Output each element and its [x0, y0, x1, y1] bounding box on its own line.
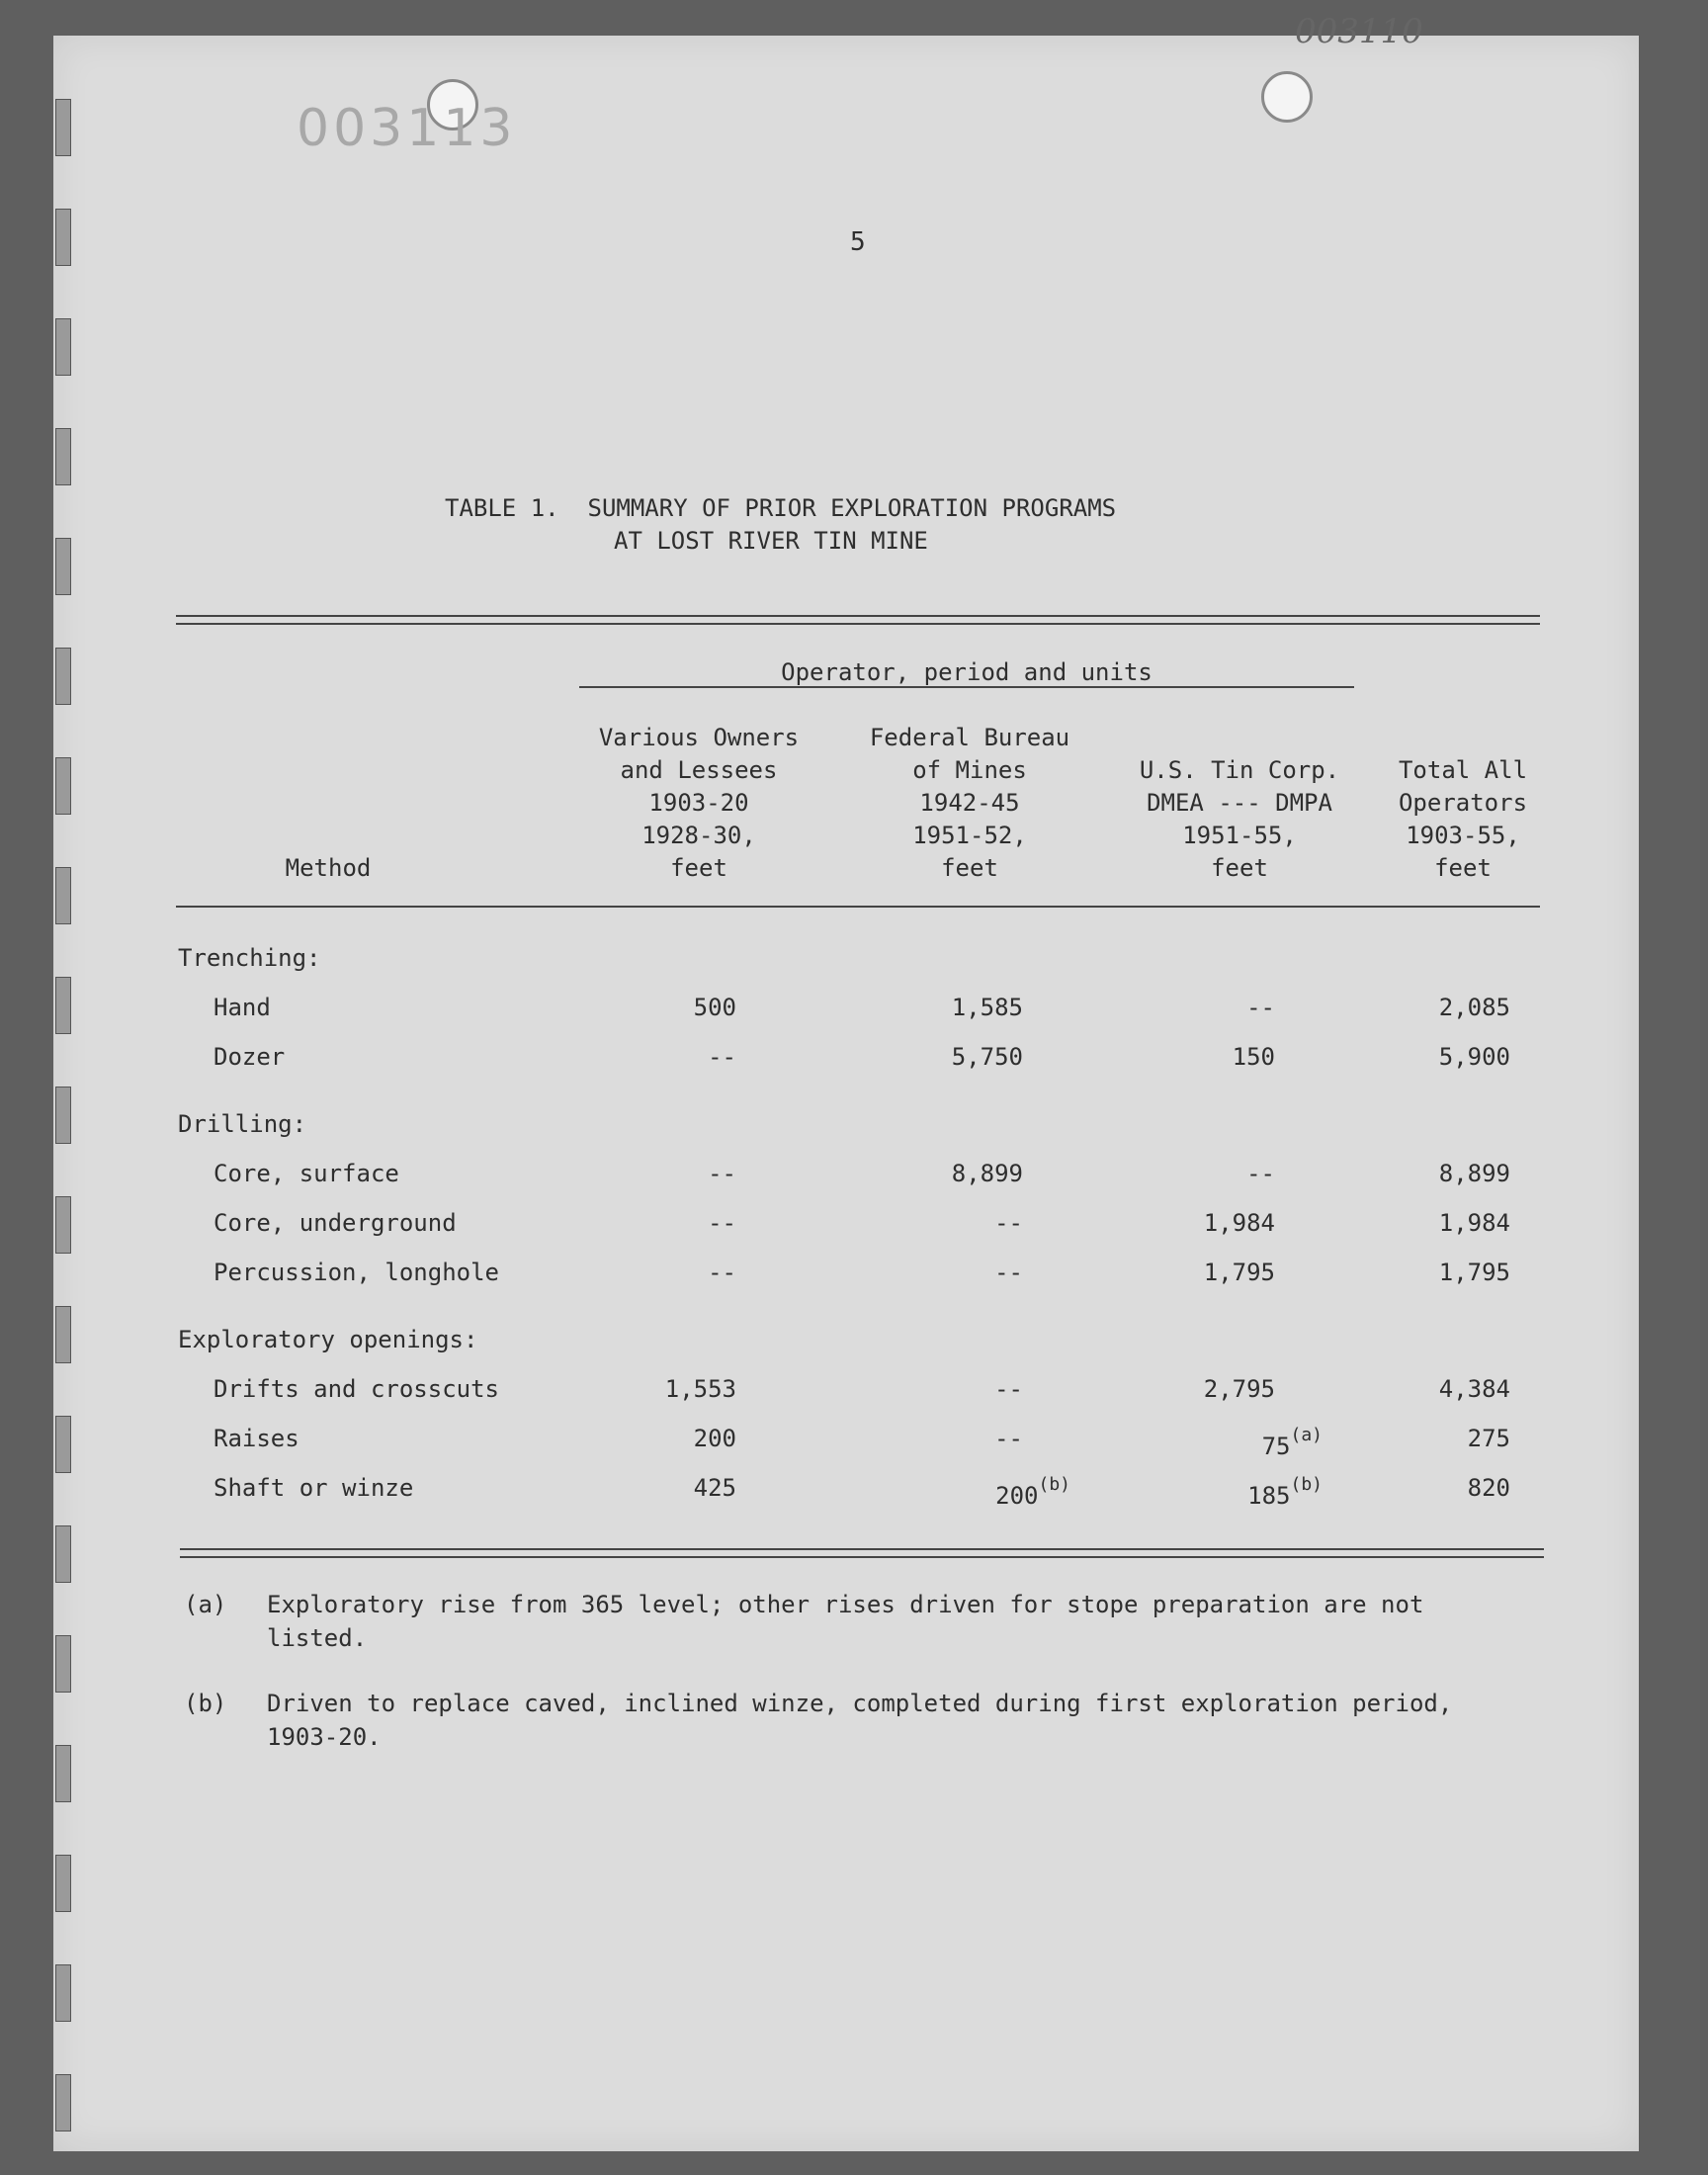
- table-cell: [1077, 1375, 1275, 1403]
- faded-stamp-top-left: 003113: [297, 99, 517, 158]
- footnote-marker: (a): [1290, 1425, 1323, 1445]
- cell-value: 1,795: [1203, 1259, 1275, 1286]
- column-header-line: feet: [1434, 854, 1492, 882]
- table-cell: [539, 994, 736, 1021]
- table-cell: [825, 1259, 1023, 1286]
- table-top-rule-1: [176, 615, 1540, 617]
- binding-tab: [55, 1745, 71, 1802]
- binding-tab: [55, 428, 71, 485]
- cell-value: 820: [1467, 1474, 1510, 1502]
- table-cell: [1313, 1209, 1510, 1237]
- table-cell: [1313, 1160, 1510, 1187]
- table-cell: [1313, 1043, 1510, 1071]
- cell-value: --: [994, 1259, 1023, 1286]
- footnote-text: Exploratory rise from 365 level; other rises driven for stope preparation are not listed.: [267, 1591, 1424, 1652]
- cell-value: 1,795: [1438, 1259, 1510, 1286]
- section-title: Trenching:: [178, 944, 321, 972]
- table-cell: [1313, 1425, 1510, 1452]
- cell-value: 8,899: [951, 1160, 1023, 1187]
- cell-value: 275: [1467, 1425, 1510, 1452]
- binding-tab: [55, 867, 71, 924]
- cell-value: --: [708, 1043, 736, 1071]
- row-method: Core, underground: [214, 1209, 457, 1237]
- table-top-rule-2: [176, 623, 1540, 625]
- group-header-rule: [579, 686, 1354, 688]
- column-header-line: 1903-55,: [1406, 822, 1520, 849]
- binding-tab: [55, 318, 71, 376]
- cell-value: 150: [1232, 1043, 1275, 1071]
- cell-value: 8,899: [1438, 1160, 1510, 1187]
- table-cell: [825, 1209, 1023, 1237]
- cell-value: --: [708, 1259, 736, 1286]
- table-cell: [539, 1425, 736, 1452]
- table-cell: [873, 1474, 1070, 1510]
- cell-value: --: [708, 1160, 736, 1187]
- cell-value: --: [994, 1425, 1023, 1452]
- footnote-label: (a): [184, 1591, 227, 1618]
- table-cell: [825, 1043, 1023, 1071]
- table-cell: [1313, 994, 1510, 1021]
- column-header-line: Various Owners: [598, 724, 800, 751]
- row-method: Core, surface: [214, 1160, 399, 1187]
- table-cell: [539, 1160, 736, 1187]
- cell-value: 1,553: [664, 1375, 736, 1403]
- footnote-marker: (b): [1038, 1474, 1070, 1495]
- cell-value: 2,795: [1203, 1375, 1275, 1403]
- binding-tab: [55, 1416, 71, 1473]
- cell-value: --: [708, 1209, 736, 1237]
- column-header-line: Federal Bureau: [869, 724, 1070, 751]
- binding-tab: [55, 1635, 71, 1693]
- table-cell: [825, 1375, 1023, 1403]
- table-cell: [539, 1474, 736, 1502]
- column-header-line: 1951-52,: [912, 822, 1027, 849]
- group-header: Operator, period and units: [781, 658, 1153, 686]
- table-cell: [825, 1425, 1023, 1452]
- table-cell: [1077, 994, 1275, 1021]
- cell-value: 200: [995, 1482, 1039, 1510]
- cell-value: 1,984: [1203, 1209, 1275, 1237]
- column-header-line: Operators: [1398, 789, 1528, 817]
- table-bottom-rule-1: [180, 1548, 1544, 1550]
- table-cell: [539, 1209, 736, 1237]
- table-cell: [539, 1259, 736, 1286]
- column-header-line: DMEA --- DMPA: [1147, 789, 1332, 817]
- column-header-line: feet: [670, 854, 727, 882]
- table-cell: [1077, 1259, 1275, 1286]
- table-cell: [1125, 1474, 1323, 1510]
- table-cell: [539, 1043, 736, 1071]
- cell-value: 425: [693, 1474, 736, 1502]
- binding-tab: [55, 99, 71, 156]
- binding-strip: [53, 99, 75, 2135]
- cell-value: 200: [693, 1425, 736, 1452]
- row-method: Drifts and crosscuts: [214, 1375, 499, 1403]
- binding-tab: [55, 2074, 71, 2132]
- column-header-line: 1951-55,: [1182, 822, 1297, 849]
- table-cell: [539, 1375, 736, 1403]
- binding-tab: [55, 977, 71, 1034]
- cell-value: 4,384: [1438, 1375, 1510, 1403]
- column-header-line: feet: [941, 854, 998, 882]
- header-bottom-rule: [176, 906, 1540, 908]
- cell-value: 75: [1261, 1433, 1291, 1460]
- section-title: Exploratory openings:: [178, 1326, 478, 1353]
- column-header-line: Total All: [1398, 756, 1528, 784]
- row-method: Hand: [214, 994, 271, 1021]
- cell-value: 1,585: [951, 994, 1023, 1021]
- cell-value: 5,750: [951, 1043, 1023, 1071]
- column-header-line: 1903-20: [648, 789, 749, 817]
- table-cell: [1313, 1375, 1510, 1403]
- binding-tab: [55, 1087, 71, 1144]
- document-page: [53, 36, 1639, 2151]
- table-caption-line1: TABLE 1. SUMMARY OF PRIOR EXPLORATION PROGRAMS: [445, 494, 1117, 522]
- binding-tab: [55, 1306, 71, 1363]
- punch-hole-right: [1261, 71, 1313, 123]
- binding-tab: [55, 1525, 71, 1583]
- row-method: Dozer: [214, 1043, 286, 1071]
- table-cell: [1077, 1209, 1275, 1237]
- footnote-text: Driven to replace caved, inclined winze, completed during first exploration period, 1903-20.: [267, 1690, 1453, 1751]
- row-method: Raises: [214, 1425, 299, 1452]
- cell-value: 500: [693, 994, 736, 1021]
- column-header-line: of Mines: [912, 756, 1027, 784]
- cell-value: 5,900: [1438, 1043, 1510, 1071]
- table-cell: [825, 1160, 1023, 1187]
- table-cell: [1077, 1160, 1275, 1187]
- cell-value: 2,085: [1438, 994, 1510, 1021]
- stamp-top-right: 003110: [1295, 12, 1423, 51]
- column-header-line: and Lessees: [620, 756, 778, 784]
- cell-value: 1,984: [1438, 1209, 1510, 1237]
- binding-tab: [55, 1196, 71, 1254]
- column-header-line: 1928-30,: [641, 822, 756, 849]
- cell-value: 185: [1247, 1482, 1291, 1510]
- binding-tab: [55, 538, 71, 595]
- row-method: Shaft or winze: [214, 1474, 414, 1502]
- column-header-line: 1942-45: [919, 789, 1020, 817]
- cell-value: --: [994, 1375, 1023, 1403]
- footnote-label: (b): [184, 1690, 227, 1717]
- cell-value: --: [994, 1209, 1023, 1237]
- cell-value: --: [1246, 1160, 1275, 1187]
- column-header-line: U.S. Tin Corp.: [1139, 756, 1340, 784]
- column-header-line: feet: [1211, 854, 1268, 882]
- binding-tab: [55, 1855, 71, 1912]
- column-header-line: Method: [285, 854, 372, 882]
- table-cell: [1077, 1043, 1275, 1071]
- cell-value: --: [1246, 994, 1275, 1021]
- table-caption-line2: AT LOST RIVER TIN MINE: [614, 527, 928, 555]
- binding-tab: [55, 757, 71, 815]
- footnote-marker: (b): [1290, 1474, 1323, 1495]
- table-cell: [1313, 1474, 1510, 1502]
- table-cell: [1125, 1425, 1323, 1460]
- table-bottom-rule-2: [180, 1556, 1544, 1558]
- table-caption: [445, 492, 1116, 558]
- binding-tab: [55, 1964, 71, 2022]
- row-method: Percussion, longhole: [214, 1259, 499, 1286]
- section-title: Drilling:: [178, 1110, 307, 1138]
- table-cell: [1313, 1259, 1510, 1286]
- page-number: 5: [850, 227, 866, 257]
- binding-tab: [55, 648, 71, 705]
- table-cell: [825, 994, 1023, 1021]
- binding-tab: [55, 209, 71, 266]
